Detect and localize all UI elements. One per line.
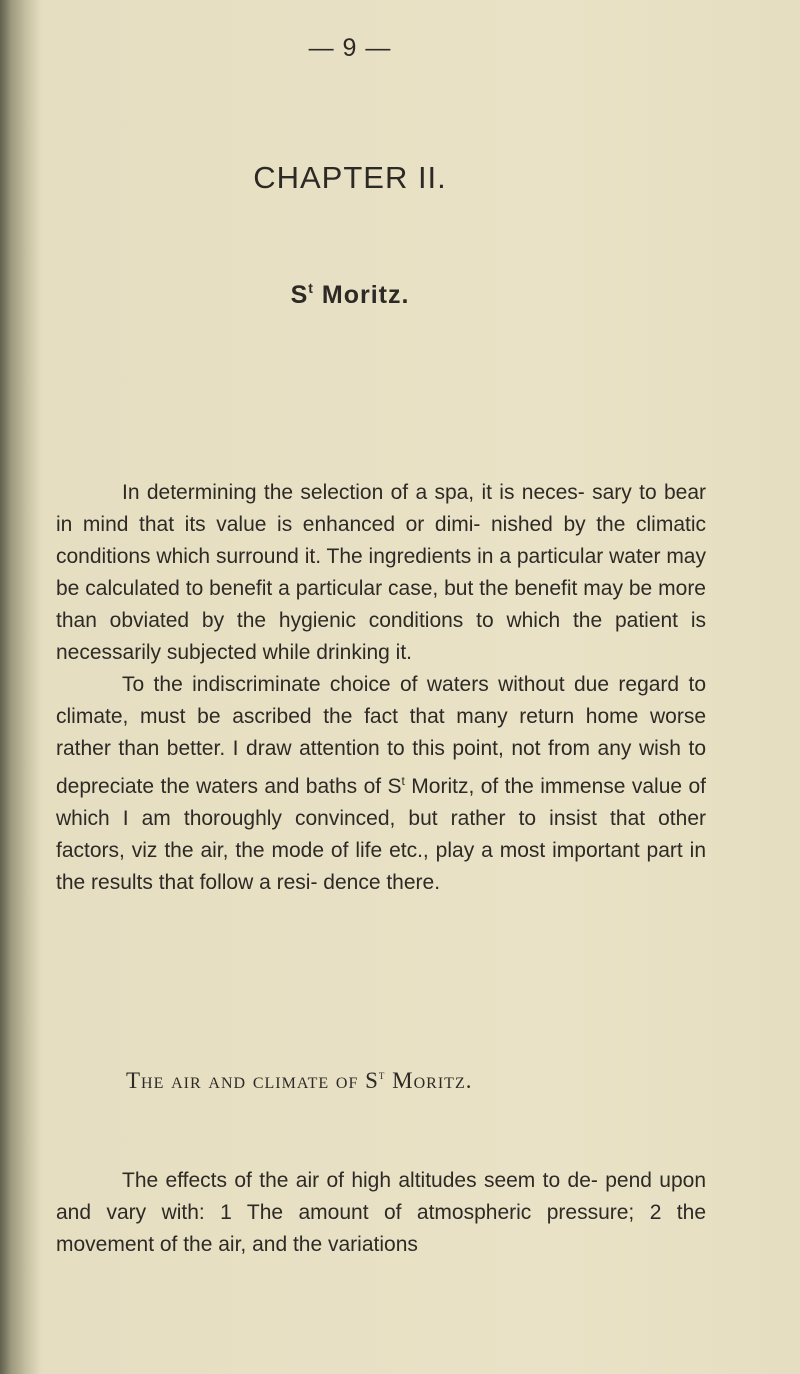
paragraph-2-part-1: To the indiscriminate choice of waters without due regard to climate, must be ascribed the fact that many return home worse rather than better. I draw attention to this point, not from any wish to depreciate the waters and baths of S (56, 673, 706, 798)
section-title-prefix: S (290, 281, 309, 309)
page-binding-shadow (0, 0, 40, 1374)
paragraph-1: In determining the selection of a spa, it is neces- sary to bear in mind that its value is enhanced or dimi- nished by the climatic conditions which surround it. The ingredients in a particular water may be calculated to benefit a particular case, but the benefit may be more than obviated by the hygienic conditions to which the patient is necessarily subjected while drinking it. (56, 481, 706, 664)
chapter-title: CHAPTER II. (253, 160, 447, 195)
page-number: — 9 — (308, 34, 392, 62)
paragraph-2 (56, 669, 706, 899)
subheading-superscript: t (378, 1067, 386, 1082)
section-title-superscript: t (308, 280, 314, 296)
paragraph-3: The effects of the air of high altitudes seem to de- pend upon and vary with: 1 The amount of atmospheric pressure; 2 the movement of the air, and the variations (56, 1169, 706, 1256)
body-text (56, 477, 706, 899)
body-text-continued (56, 1165, 706, 1261)
section-title (0, 280, 700, 310)
subheading-part-1: The air and climate of S (126, 1068, 379, 1093)
paragraph-2-part-2: Moritz, of the immense value of which I am thoroughly convinced, but rather to insist that other factors, viz the air, the mode of life etc., play a most important part in the results that follow a resi- dence there. (56, 775, 706, 894)
subheading (126, 1067, 726, 1094)
paragraph-2-superscript: t (401, 774, 405, 788)
section-title-suffix: Moritz. (313, 281, 410, 309)
subheading-part-2: Moritz. (385, 1068, 473, 1093)
